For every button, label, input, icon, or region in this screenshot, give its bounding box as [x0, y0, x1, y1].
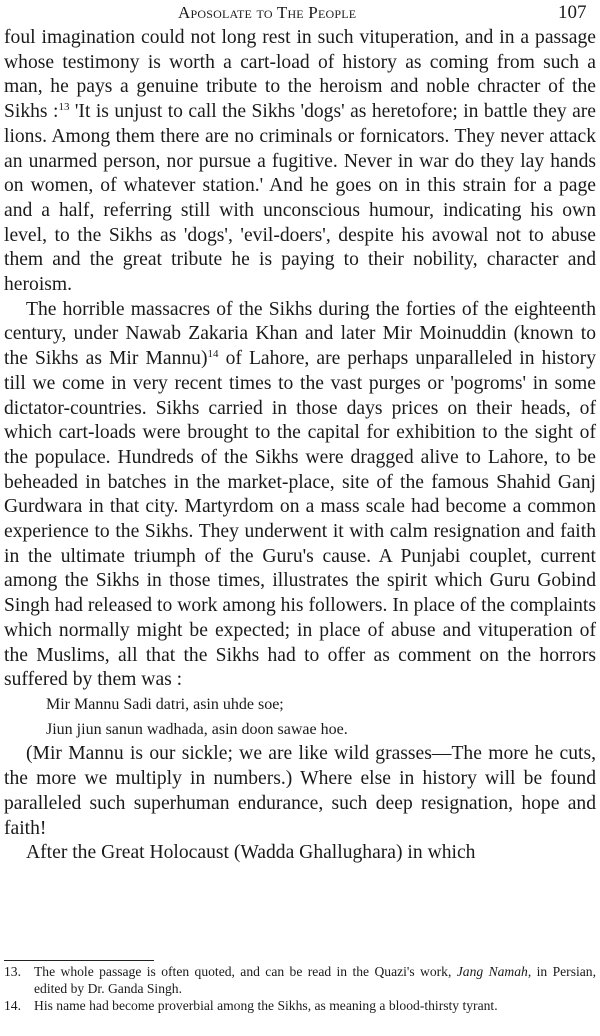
footnote-divider — [4, 960, 154, 961]
paragraph-4: After the Great Holocaust (Wadda Ghallughara) in which — [26, 842, 476, 864]
running-head — [0, 2, 600, 24]
footnote-text: His name had become proverbial among the Sikhs, as meaning a blood-thirsty tyrant. — [34, 997, 498, 1013]
footnote-text-a: The whole passage is often quoted, and can be read in the Quazi's work, — [34, 964, 457, 979]
footnote-ref-14: 14 — [207, 348, 219, 361]
footnote-italic-title: Jang Namah — [456, 964, 528, 979]
page-number: 107 — [558, 2, 587, 23]
paragraph-1-text-b: 'It is unjust to call the Sikhs 'dogs' as heretofore; in battle they are lions. Among them there are no criminals or fornicators. They never attack an unarmed person, nor pursue a fugitive. Never in war do they lay hands on women, of whatever station.' And he goes on in this strain for a page and a half, referring still with unconscious humour, indicating his own level, to the Sikhs as 'dogs', 'evil-doers', despite his avowal not to abuse them and the great tribute he is paying to their nobility, character and heroism. — [4, 101, 596, 296]
running-title: Aposolate to The People — [178, 3, 357, 22]
footnotes — [4, 964, 596, 1014]
paragraph-2-text-a: The horrible massacres of the Sikhs during the forties of the eighteenth century, under Nawab Zakaria Khan and later Mir Moinuddin (known to the Sikhs as Mir Mannu) — [4, 298, 596, 370]
footnote-13 — [4, 964, 596, 998]
couplet-line-2: Jiun jiun sanun wadhada, asin doon sawae hoe. — [46, 720, 348, 738]
body-text — [4, 26, 596, 866]
footnote-number: 13. — [4, 964, 21, 979]
footnote-number: 14. — [4, 997, 21, 1013]
paragraph-1-text-a: foul imagination could not long rest in such vituperation, and in a passage whose testimony is worth a cart-load of history as coming from such a man, he pays a genuine tribute to the heroism and noble chracter of the Sikhs : — [4, 27, 596, 123]
footnote-ref-13: 13 — [58, 101, 70, 114]
paragraph-2 — [4, 298, 596, 693]
couplet-line-1: Mir Mannu Sadi datri, asin uhde soe; — [46, 695, 284, 713]
paragraph-2-text-b: of Lahore, are perhaps unparalleled in history till we come in very recent times to the vast purges or 'pogroms' in some dictator-countries. Sikhs carried in those days prices on their heads, of which cart-loads were brought to the capital for exhibition to the sight of the populace. Hundreds of the Sikhs were dragged alive to Lahore, to be beheaded in batches in the market-place, site of the famous Shahid Ganj Gurdwara in that city. Martyrdom on a mass scale had become a common experience to the Sikhs. They underwent it with calm resignation and faith in the ultimate triumph of the Guru's cause. A Punjabi couplet, current among the Sikhs in those times, illustrates the spirit which Guru Gobind Singh had released to work among his followers. In place of the complaints which normally might be expected; in place of abuse and vituperation of the Muslims, all that the Sikhs had to offer as comment on the horrors suffered by them was : — [4, 348, 596, 691]
paragraph-1 — [4, 26, 596, 298]
paragraph-3: (Mir Mannu is our sickle; we are like wild grasses—The more he cuts, the more we multiply in numbers.) Where else in history will be found paralleled such superhuman endurance, such deep resignation, hope and faith! — [4, 743, 596, 839]
punjabi-couplet — [4, 693, 596, 742]
footnote-text — [34, 964, 596, 998]
footnote-14 — [4, 998, 596, 1015]
footnote-text-b: , in Persian, edited by Dr. Ganda Singh. — [34, 964, 596, 996]
